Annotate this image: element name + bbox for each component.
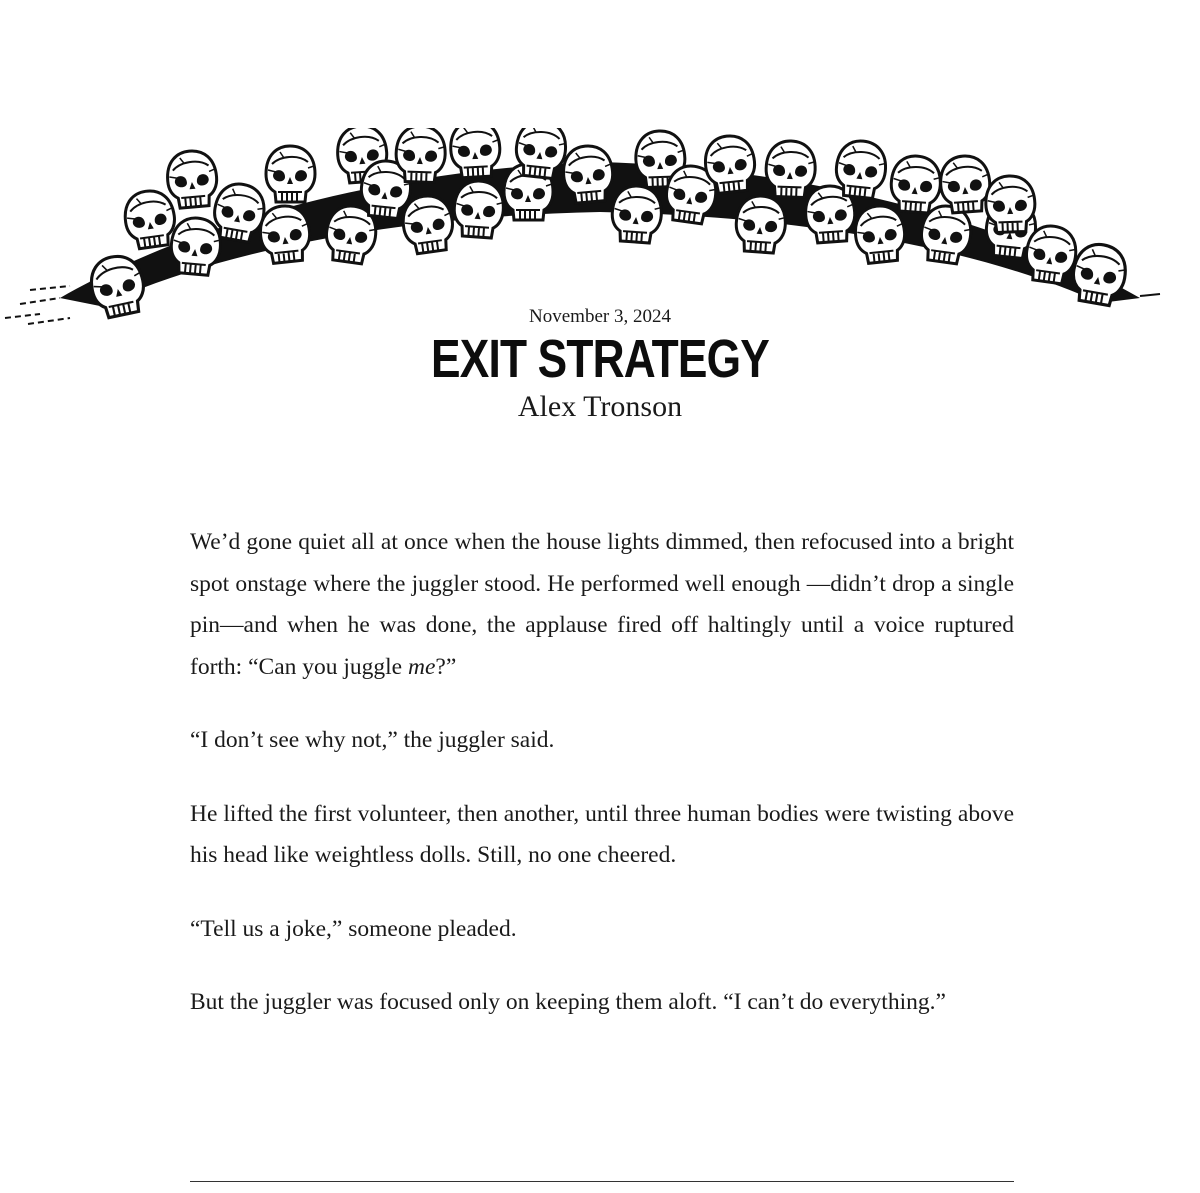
emphasized-word: me — [407, 653, 436, 680]
divider — [190, 1181, 1014, 1182]
paragraph-text: We’d gone quiet all at once when the house lights dimmed, then refocused into a bright spot onstage where the juggler stood. He performed well enough —didn’t drop a single pin—and when he was done, the applause fired off haltingly until a voice ruptured forth: “Can you juggle — [190, 529, 1014, 680]
story-header — [0, 305, 1200, 425]
story-paragraph: He lifted the first volunteer, then another, until three human bodies were twisting above his head like weightless dolls. Still, no one cheered. — [190, 800, 1014, 868]
story-paragraph: “Tell us a joke,” someone pleaded. — [190, 915, 517, 942]
publish-date: November 3, 2024 — [529, 306, 671, 327]
story-paragraph — [190, 522, 1014, 688]
story-body — [190, 522, 1014, 1056]
story-title: EXIT STRATEGY — [431, 329, 769, 389]
author-name: Alex Tronson — [517, 390, 683, 423]
story-paragraph: “I don’t see why not,” the juggler said. — [190, 727, 555, 753]
story-paragraph: But the juggler was focused only on keeping them aloft. “I can’t do everything.” — [190, 989, 946, 1015]
paragraph-text: ?” — [435, 653, 457, 680]
